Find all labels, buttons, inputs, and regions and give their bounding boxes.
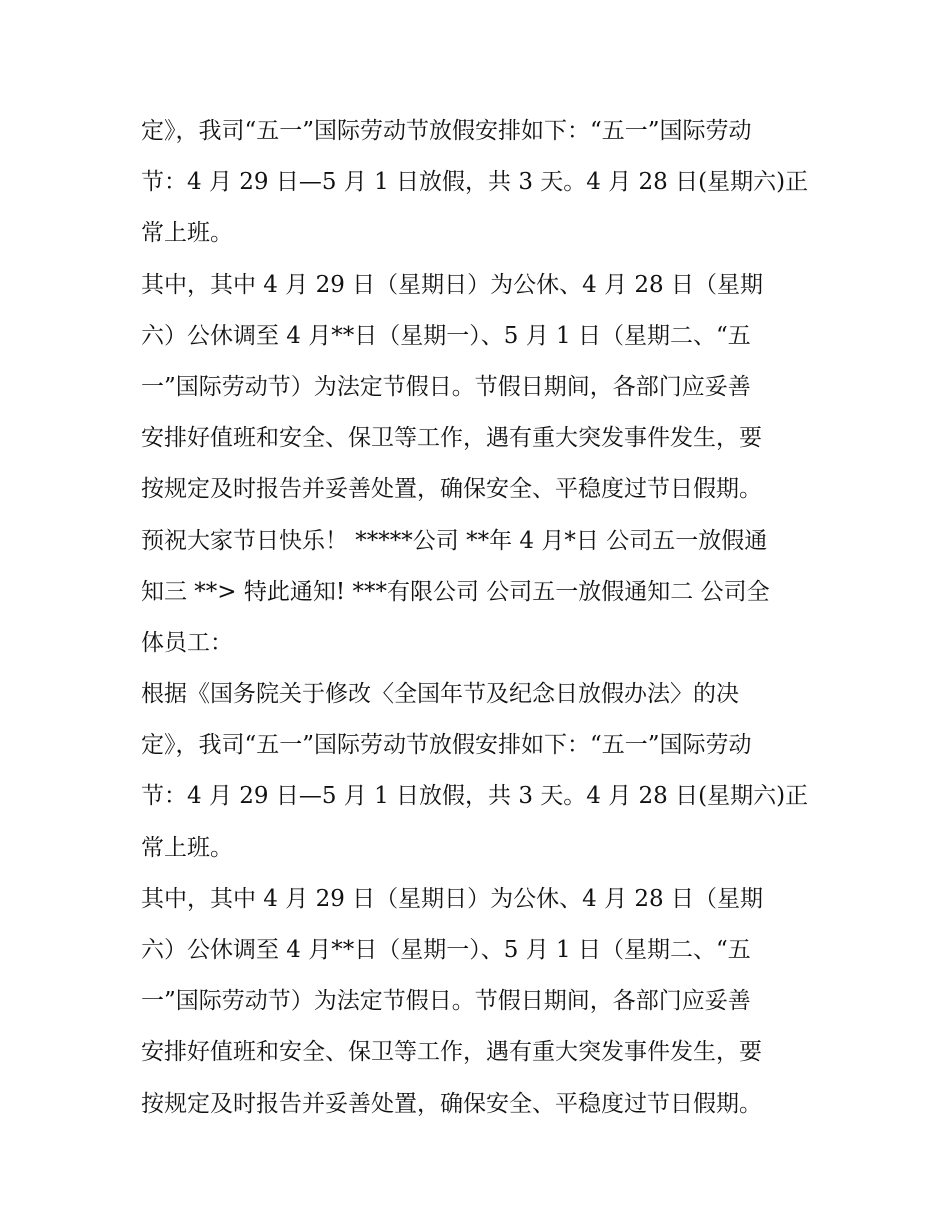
text-line: 安排好值班和安全、保卫等工作，遇有重大突发事件发生，要 [141, 425, 762, 452]
document-body [141, 106, 831, 1130]
text-line: 节：4 月 29 日—5 月 1 日放假，共 3 天。4 月 28 日(星期六)正 [141, 783, 809, 810]
text-line: 定》，我司“五一”国际劳动节放假安排如下：“五一”国际劳动 [141, 118, 752, 144]
text-line: 其中，其中 4 月 29 日（星期日）为公休、4 月 28 日（星期 [141, 885, 763, 912]
text-line: 常上班。 [141, 834, 233, 861]
text-line: 按规定及时报告并妥善处置，确保安全、平稳度过节日假期。 [141, 476, 762, 503]
text-line: 常上班。 [141, 220, 233, 247]
text-line: 六）公休调至 4 月**日（星期一）、5 月 1 日（星期二、“五 [141, 322, 751, 349]
text-line: 预祝大家节日快乐！ *****公司 **年 4 月*日 公司五一放假通 [141, 527, 768, 554]
text-line: 根据《国务院关于修改〈全国年节及纪念日放假办法〉的决 [141, 681, 739, 708]
text-line: 一”国际劳动节）为法定节假日。节假日期间，各部门应妥善 [141, 988, 751, 1015]
text-line: 节：4 月 29 日—5 月 1 日放假，共 3 天。4 月 28 日(星期六)正 [141, 169, 809, 196]
text-line: 按规定及时报告并妥善处置，确保安全、平稳度过节日假期。 [141, 1090, 762, 1117]
text-line: 六）公休调至 4 月**日（星期一）、5 月 1 日（星期二、“五 [141, 937, 751, 963]
text-line: 体员工： [141, 629, 233, 656]
text-line: 安排好值班和安全、保卫等工作，遇有重大突发事件发生，要 [141, 1039, 762, 1066]
text-line: 一”国际劳动节）为法定节假日。节假日期间，各部门应妥善 [141, 373, 751, 400]
text-line: 其中，其中 4 月 29 日（星期日）为公休、4 月 28 日（星期 [141, 271, 763, 298]
text-line: 知三 **> 特此通知! ***有限公司 公司五一放假通知二 公司全 [141, 578, 770, 605]
text-line: 定》，我司“五一”国际劳动节放假安排如下：“五一”国际劳动 [141, 732, 752, 759]
